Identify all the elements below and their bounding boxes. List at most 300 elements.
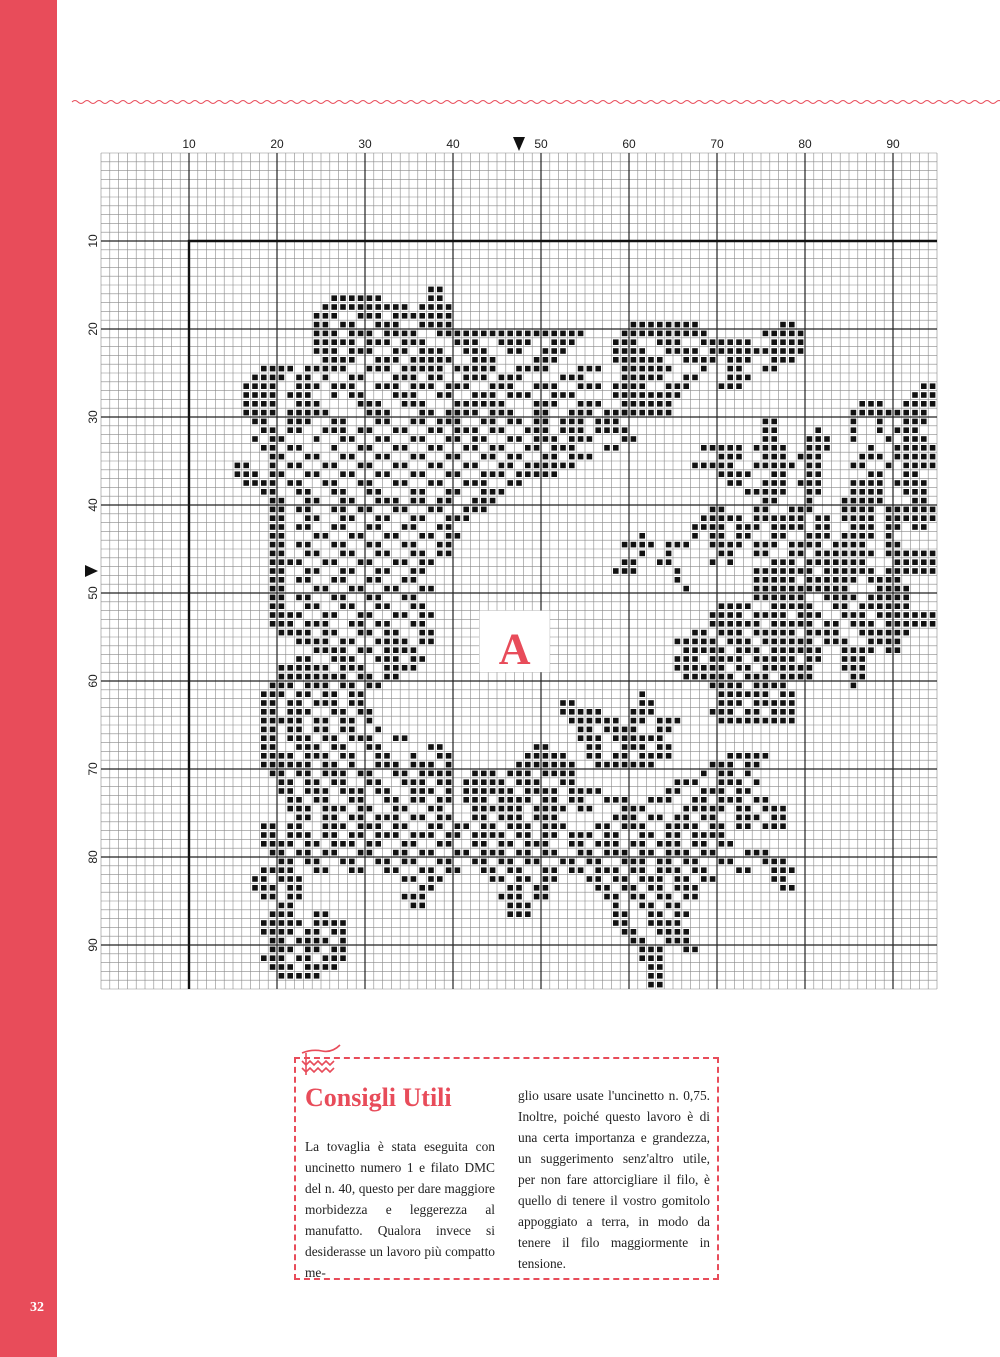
filled-cell [340, 938, 346, 944]
filled-cell [789, 463, 795, 469]
filled-cell [481, 823, 487, 829]
side-color-band [0, 0, 57, 1357]
filled-cell [560, 445, 566, 451]
filled-cell [921, 383, 927, 389]
filled-cell [455, 419, 461, 425]
filled-cell [560, 348, 566, 354]
filled-cell [331, 612, 337, 618]
filled-cell [393, 771, 399, 777]
filled-cell [331, 348, 337, 354]
filled-cell [595, 867, 601, 873]
filled-cell [798, 507, 804, 513]
filled-cell [851, 595, 857, 601]
filled-cell [745, 524, 751, 530]
filled-cell [648, 832, 654, 838]
filled-cell [296, 427, 302, 433]
filled-cell [296, 542, 302, 548]
filled-cell [692, 463, 698, 469]
filled-cell [701, 357, 707, 363]
filled-cell [340, 295, 346, 301]
filled-cell [815, 515, 821, 521]
filled-cell [455, 489, 461, 495]
filled-cell [331, 929, 337, 935]
filled-cell [631, 542, 637, 548]
filled-cell [323, 630, 329, 636]
filled-cell [393, 639, 399, 645]
filled-cell [736, 718, 742, 724]
filled-cell [754, 797, 760, 803]
filled-cell [472, 401, 478, 407]
filled-cell [323, 375, 329, 381]
filled-cell [569, 841, 575, 847]
filled-cell [807, 586, 813, 592]
filled-cell [771, 815, 777, 821]
filled-cell [349, 841, 355, 847]
filled-cell [446, 551, 452, 557]
filled-cell [481, 348, 487, 354]
filled-cell [560, 806, 566, 812]
filled-cell [270, 621, 276, 627]
filled-cell [701, 876, 707, 882]
filled-cell [367, 313, 373, 319]
filled-cell [375, 727, 381, 733]
filled-cell [305, 744, 311, 750]
filled-cell [384, 410, 390, 416]
filled-cell [516, 911, 522, 917]
filled-cell [587, 401, 593, 407]
filled-cell [754, 709, 760, 715]
filled-cell [807, 647, 813, 653]
filled-cell [631, 867, 637, 873]
filled-cell [305, 938, 311, 944]
filled-cell [490, 876, 496, 882]
filled-cell [666, 727, 672, 733]
filled-cell [455, 471, 461, 477]
filled-cell [305, 771, 311, 777]
filled-cell [428, 885, 434, 891]
filled-cell [701, 788, 707, 794]
filled-cell [639, 841, 645, 847]
filled-cell [639, 876, 645, 882]
filled-cell [367, 674, 373, 680]
filled-cell [323, 463, 329, 469]
filled-cell [780, 533, 786, 539]
filled-cell [235, 471, 241, 477]
filled-cell [763, 542, 769, 548]
filled-cell [842, 595, 848, 601]
filled-cell [587, 727, 593, 733]
filled-cell [569, 463, 575, 469]
filled-cell [270, 771, 276, 777]
filled-cell [754, 850, 760, 856]
filled-cell [859, 665, 865, 671]
filled-cell [393, 445, 399, 451]
filled-cell [622, 366, 628, 372]
filled-cell [736, 524, 742, 530]
filled-cell [745, 471, 751, 477]
filled-cell [516, 419, 522, 425]
filled-cell [279, 955, 285, 961]
filled-cell [859, 489, 865, 495]
filled-cell [367, 718, 373, 724]
filled-cell [912, 551, 918, 557]
filled-cell [463, 797, 469, 803]
filled-cell [393, 507, 399, 513]
y-tick-label: 10 [86, 234, 100, 248]
filled-cell [719, 339, 725, 345]
filled-cell [446, 313, 452, 319]
filled-cell [613, 894, 619, 900]
filled-cell [446, 471, 452, 477]
filled-cell [402, 542, 408, 548]
filled-cell [331, 295, 337, 301]
filled-cell [595, 744, 601, 750]
filled-cell [296, 797, 302, 803]
filled-cell [648, 920, 654, 926]
filled-cell [569, 331, 575, 337]
tips-title: Consigli Utili [305, 1083, 452, 1112]
filled-cell [771, 366, 777, 372]
filled-cell [613, 762, 619, 768]
filled-cell [604, 727, 610, 733]
filled-cell [701, 647, 707, 653]
filled-cell [305, 947, 311, 953]
filled-cell [507, 885, 513, 891]
filled-cell [279, 595, 285, 601]
filled-cell [851, 410, 857, 416]
filled-cell [543, 410, 549, 416]
filled-cell [499, 383, 505, 389]
filled-cell [525, 859, 531, 865]
filled-cell [349, 331, 355, 337]
filled-cell [595, 427, 601, 433]
filled-cell [543, 419, 549, 425]
filled-cell [411, 524, 417, 530]
filled-cell [683, 859, 689, 865]
filled-cell [639, 823, 645, 829]
filled-cell [331, 920, 337, 926]
filled-cell [921, 454, 927, 460]
filled-cell [270, 383, 276, 389]
filled-cell [384, 454, 390, 460]
filled-cell [895, 603, 901, 609]
filled-cell [807, 621, 813, 627]
filled-cell [727, 542, 733, 548]
filled-cell [648, 357, 654, 363]
filled-cell [525, 762, 531, 768]
filled-cell [472, 436, 478, 442]
filled-cell [930, 515, 936, 521]
filled-cell [613, 911, 619, 917]
filled-cell [340, 753, 346, 759]
filled-cell [279, 850, 285, 856]
filled-cell [437, 357, 443, 363]
filled-cell [411, 815, 417, 821]
filled-cell [287, 665, 293, 671]
filled-cell [903, 410, 909, 416]
filled-cell [798, 339, 804, 345]
filled-cell [701, 841, 707, 847]
filled-cell [499, 427, 505, 433]
filled-cell [613, 339, 619, 345]
filled-cell [499, 859, 505, 865]
filled-cell [296, 876, 302, 882]
filled-cell [639, 533, 645, 539]
filled-cell [314, 401, 320, 407]
filled-cell [639, 832, 645, 838]
filled-cell [692, 322, 698, 328]
filled-cell [903, 621, 909, 627]
filled-cell [402, 304, 408, 310]
filled-cell [516, 885, 522, 891]
filled-cell [499, 471, 505, 477]
filled-cell [411, 762, 417, 768]
filled-cell [279, 753, 285, 759]
filled-cell [639, 735, 645, 741]
filled-cell [296, 639, 302, 645]
filled-cell [481, 507, 487, 513]
filled-cell [437, 815, 443, 821]
filled-cell [428, 639, 434, 645]
filled-cell [358, 392, 364, 398]
filled-cell [384, 322, 390, 328]
filled-cell [903, 551, 909, 557]
filled-cell [349, 375, 355, 381]
filled-cell [437, 797, 443, 803]
filled-cell [472, 427, 478, 433]
filled-cell [446, 498, 452, 504]
filled-cell [771, 515, 777, 521]
filled-cell [736, 621, 742, 627]
filled-cell [842, 542, 848, 548]
filled-cell [261, 489, 267, 495]
filled-cell [446, 779, 452, 785]
filled-cell [455, 401, 461, 407]
filled-cell [358, 313, 364, 319]
filled-cell [279, 533, 285, 539]
filled-cell [463, 427, 469, 433]
filled-cell [375, 744, 381, 750]
filled-cell [859, 454, 865, 460]
filled-cell [428, 850, 434, 856]
filled-cell [551, 753, 557, 759]
filled-cell [675, 876, 681, 882]
filled-cell [287, 463, 293, 469]
filled-cell [305, 392, 311, 398]
filled-cell [534, 357, 540, 363]
filled-cell [358, 806, 364, 812]
filled-cell [763, 859, 769, 865]
filled-cell [719, 630, 725, 636]
filled-cell [349, 568, 355, 574]
filled-cell [719, 603, 725, 609]
filled-cell [349, 656, 355, 662]
filled-cell [666, 841, 672, 847]
filled-cell [551, 331, 557, 337]
filled-cell [525, 832, 531, 838]
filled-cell [279, 603, 285, 609]
filled-cell [472, 859, 478, 865]
filled-cell [710, 533, 716, 539]
filled-cell [930, 401, 936, 407]
filled-cell [331, 823, 337, 829]
filled-cell [622, 859, 628, 865]
filled-cell [314, 947, 320, 953]
filled-cell [842, 498, 848, 504]
filled-cell [393, 806, 399, 812]
filled-cell [270, 744, 276, 750]
filled-cell [719, 718, 725, 724]
filled-cell [912, 568, 918, 574]
filled-cell [543, 357, 549, 363]
filled-cell [701, 832, 707, 838]
filled-cell [692, 797, 698, 803]
filled-cell [367, 577, 373, 583]
filled-cell [895, 577, 901, 583]
filled-cell [305, 639, 311, 645]
filled-cell [543, 762, 549, 768]
filled-cell [305, 955, 311, 961]
filled-cell [411, 383, 417, 389]
filled-cell [851, 656, 857, 662]
filled-cell [754, 507, 760, 513]
filled-cell [393, 322, 399, 328]
filled-cell [419, 788, 425, 794]
filled-cell [534, 753, 540, 759]
filled-cell [613, 841, 619, 847]
filled-cell [780, 463, 786, 469]
filled-cell [331, 806, 337, 812]
filled-cell [287, 366, 293, 372]
filled-cell [569, 797, 575, 803]
filled-cell [745, 339, 751, 345]
filled-cell [851, 612, 857, 618]
filled-cell [305, 507, 311, 513]
filled-cell [798, 647, 804, 653]
filled-cell [472, 410, 478, 416]
filled-cell [745, 753, 751, 759]
filled-cell [745, 647, 751, 653]
filled-cell [463, 850, 469, 856]
filled-cell [675, 665, 681, 671]
filled-cell [472, 832, 478, 838]
filled-cell [296, 885, 302, 891]
filled-cell [314, 383, 320, 389]
filled-cell [675, 823, 681, 829]
filled-cell [587, 850, 593, 856]
filled-cell [419, 867, 425, 873]
filled-cell [763, 683, 769, 689]
filled-cell [428, 559, 434, 565]
filled-cell [807, 533, 813, 539]
filled-cell [375, 823, 381, 829]
filled-cell [358, 586, 364, 592]
filled-cell [331, 304, 337, 310]
filled-cell [560, 859, 566, 865]
filled-cell [543, 876, 549, 882]
filled-cell [252, 392, 258, 398]
filled-cell [551, 771, 557, 777]
filled-cell [314, 867, 320, 873]
filled-cell [727, 612, 733, 618]
filled-cell [393, 383, 399, 389]
filled-cell [411, 471, 417, 477]
filled-cell [331, 947, 337, 953]
filled-cell [745, 639, 751, 645]
filled-cell [384, 383, 390, 389]
filled-cell [657, 920, 663, 926]
filled-cell [648, 947, 654, 953]
filled-cell [419, 603, 425, 609]
filled-cell [419, 815, 425, 821]
filled-cell [675, 348, 681, 354]
filled-cell [270, 700, 276, 706]
filled-cell [763, 445, 769, 451]
filled-cell [613, 832, 619, 838]
filled-cell [279, 964, 285, 970]
filled-cell [243, 383, 249, 389]
filled-cell [780, 603, 786, 609]
filled-cell [499, 489, 505, 495]
filled-cell [323, 823, 329, 829]
filled-cell [472, 366, 478, 372]
filled-cell [903, 427, 909, 433]
filled-cell [270, 850, 276, 856]
filled-cell [692, 639, 698, 645]
filled-cell [631, 375, 637, 381]
filled-cell [877, 401, 883, 407]
filled-cell [481, 436, 487, 442]
filled-cell [683, 894, 689, 900]
filled-cell [270, 366, 276, 372]
filled-cell [490, 383, 496, 389]
filled-cell [507, 419, 513, 425]
filled-cell [419, 410, 425, 416]
filled-cell [314, 313, 320, 319]
filled-cell [824, 533, 830, 539]
filled-cell [587, 876, 593, 882]
filled-cell [613, 850, 619, 856]
filled-cell [402, 665, 408, 671]
filled-cell [886, 586, 892, 592]
filled-cell [428, 357, 434, 363]
filled-cell [393, 762, 399, 768]
filled-cell [666, 832, 672, 838]
filled-cell [604, 797, 610, 803]
filled-cell [402, 445, 408, 451]
filled-cell [771, 427, 777, 433]
filled-cell [279, 841, 285, 847]
filled-cell [798, 331, 804, 337]
filled-cell [384, 674, 390, 680]
filled-cell [331, 771, 337, 777]
filled-cell [877, 595, 883, 601]
filled-cell [622, 436, 628, 442]
filled-cell [877, 577, 883, 583]
filled-cell [859, 603, 865, 609]
filled-cell [270, 568, 276, 574]
filled-cell [613, 876, 619, 882]
filled-cell [551, 815, 557, 821]
filled-cell [921, 419, 927, 425]
filled-cell [886, 463, 892, 469]
filled-cell [657, 339, 663, 345]
filled-cell [780, 639, 786, 645]
filled-cell [340, 419, 346, 425]
filled-cell [296, 445, 302, 451]
filled-cell [323, 955, 329, 961]
filled-cell [763, 436, 769, 442]
